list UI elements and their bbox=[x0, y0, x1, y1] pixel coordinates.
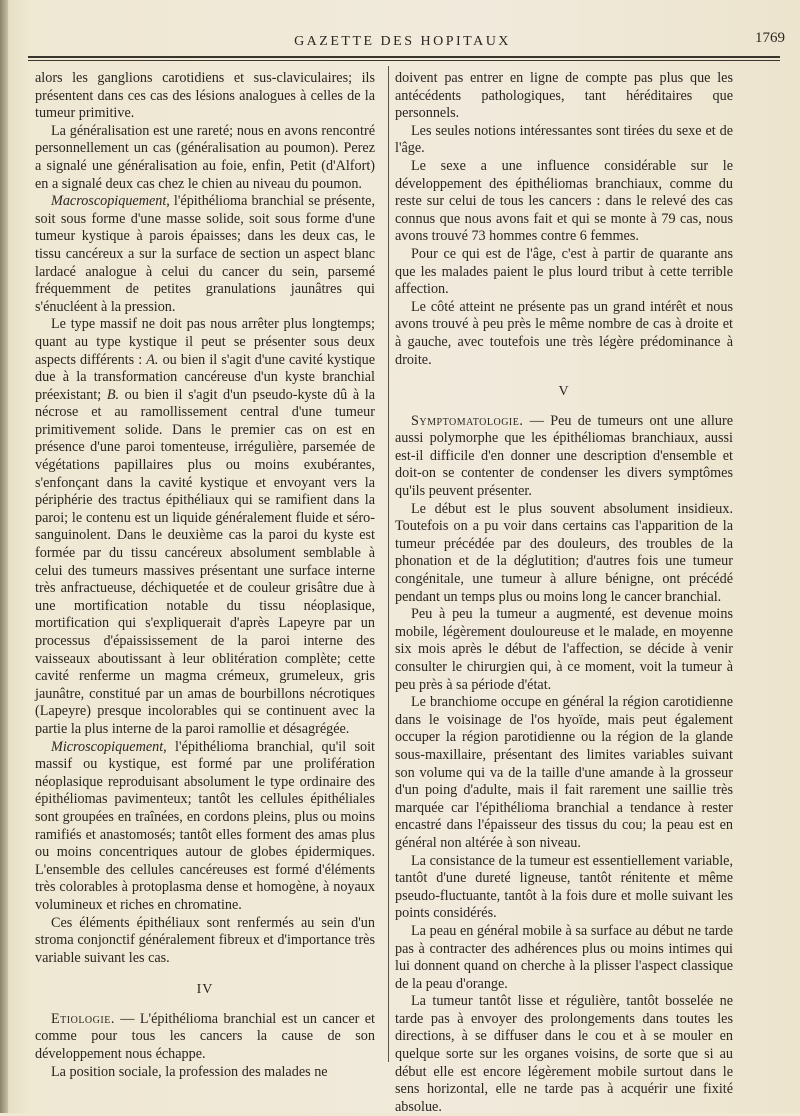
section-heading: V bbox=[558, 384, 570, 400]
paragraph: Ces éléments épithéliaux sont renfermés au sein d'un stroma conjonctif généralement fibreux et d'importance très variable suivant les cas. bbox=[35, 914, 375, 966]
paragraph: La généralisation est une rareté; nous en avons rencontré personnellement un cas (généralisation au poumon). Perez a signalé une généralisation au foie, enfin, Petit (d'Alfort) en a signalé deux cas chez le chien au niveau du poumon. bbox=[35, 122, 375, 192]
paragraph: Macroscopiquement, l'épithélioma branchial se présente, soit sous forme d'une masse solide, soit sous forme d'une tumeur kystique à parois épaisses; dans les deux cas, le tissu cancéreux a sur la surface de section un aspect blanc lardacé analogue à celui du cancer du sein, parsemé fréquemment de petites granulations jaunâtres qui s'énucléent à la pression. bbox=[35, 193, 375, 315]
paragraph: Le côté atteint ne présente pas un grand intérêt et nous avons trouvé à peu près le même nombre de cas à droite et à gauche, avec toutefois une très légère prédominance à droite. bbox=[395, 298, 733, 368]
paragraph: La tumeur tantôt lisse et régulière, tantôt bosselée ne tarde pas à envoyer des prolongements dans toutes les directions, à se diffuser dans le cou et à se mouler en quelque sorte sur les organes voisins, de sorte que si au début elle est encore légèrement mobile surtout dans le sens horizontal, elle ne tarde pas à acquérir une fixité absolue. bbox=[395, 993, 733, 1115]
paragraph: Microscopiquement, l'épithélioma branchial, qu'il soit massif ou kystique, est formé par une prolifération néoplasique reproduisant absolument le type ordinaire des épithéliomas pavimenteux; tantôt les cellules épithéliales sont groupées en traînées, en cordons pleins, plus ou moins ramifiés et anastomosés; tantôt elles forment des amas plus ou moins concentriques autour de globes épidermiques. L'ensemble des cellules cancéreuses est formé d'éléments très colorables à protoplasma dense et homogène, à noyaux volumineux et riches en chromatine. bbox=[35, 738, 375, 913]
section-heading: IV bbox=[196, 982, 214, 998]
paragraph: Peu à peu la tumeur a augmenté, est devenue moins mobile, légèrement douloureuse et le malade, en moyenne six mois après le début de l'affection, se décide à venir consulter le chirurgien qui, à ce moment, voit la tumeur à peu près à sa période d'état. bbox=[395, 606, 733, 693]
paragraph: Le branchiome occupe en général la région carotidienne dans le voisinage de l'os hyoïde, mais peut également occuper la région parotidienne ou la région de la glande sous-maxillaire, présentant des limites variables suivant son volume qui va de la taille d'une amande à la grosseur d'un poing d'adulte, mais il fait rarement une saillie très marquée car l'épithélioma branchial a tendance à rester encastré dans l'épaisseur des tissus du cou; la peau est en général non altérée à son niveau. bbox=[395, 694, 733, 851]
paragraph: Le début est le plus souvent absolument insidieux. Toutefois on a pu voir dans certains cas l'apparition de la tumeur précédée par des douleurs, des troubles de la phonation et de la déglutition; d'autres fois une tumeur congénitale, une tumeur à allure bénigne, ont précédé pendant un temps plus ou moins long le cancer branchial. bbox=[395, 500, 733, 605]
paragraph: Les seules notions intéressantes sont tirées du sexe et de l'âge. bbox=[395, 122, 733, 157]
paragraph: Le sexe a une influence considérable sur le développement des épithéliomas branchiaux, comme du reste sur celui de tous les cancers : dans le relevé des cas connus que nous avons fait et qui se monte à 79 cas, nous avons trouvé 73 hommes contre 6 femmes. bbox=[395, 157, 733, 245]
paragraph: La peau en général mobile à sa surface au début ne tarde pas à contracter des adhérences plus ou moins intimes qui lui donnent quand on cherche à la plisser l'aspect classique de la peau d'orange. bbox=[395, 922, 733, 992]
paragraph: La position sociale, la profession des malades ne bbox=[51, 1063, 328, 1080]
column-divider bbox=[388, 66, 389, 1062]
right-column bbox=[395, 70, 733, 1116]
journal-title: GAZETTE DES HOPITAUX bbox=[294, 34, 511, 49]
paragraph: alors les ganglions carotidiens et sus-claviculaires; ils présentent dans ces cas des lésions analogues à celles de la tumeur primitive. bbox=[35, 70, 375, 122]
page-header bbox=[20, 30, 785, 52]
page-binding-edge bbox=[0, 0, 8, 1113]
paragraph: Le type massif ne doit pas nous arrêter plus longtemps; quant au type kystique il peut se présenter sous deux aspects différents : A. ou bien il s'agit d'une cavité kystique due à la transformation cancéreuse d'un kyste branchial préexistant; B. ou bien il s'agit d'un pseudo-kyste dû à la nécrose et au ramollissement central d'une tumeur primitivement solide. Dans le premier cas on est en présence d'une paroi tomenteuse, irrégulière, parsemée de végétations papillaires plus ou moins exubérantes, s'enfonçant dans la cavité kystique et envoyant vers la périphérie des tractus épithéliaux qui se ramifient dans la paroi; le contenu est un liquide généralement fluide et séro-sanguinolent. Dans le deuxième cas la paroi du kyste est formée par du tissu cancéreux absolument semblable à celui des tumeurs massives présentant une surface interne très anfractueuse, déchiquetée et de couleur grisâtre due à une mortification notable du tissu néoplasique, mortification qui s'expliquerait d'après Lapeyre par un processus d'épaississement de la paroi interne des vaisseaux aboutissant à leur oblitération complète; cette cavité renferme un magma crémeux, grumeleux, gris jaunâtre, constitué par un amas de bourbillons nécrotiques (Lapeyre) presque incolorables qui se continuent avec la partie la plus interne de la paroi ramollie et désagrégée. bbox=[35, 316, 376, 737]
header-rule-thin bbox=[28, 60, 780, 61]
paragraph: doivent pas entrer en ligne de compte pas plus que les antécédents pathologiques, tant héréditaires que personnels. bbox=[395, 70, 733, 122]
section-title: Etiologie. bbox=[51, 1010, 115, 1027]
page-number: 1769 bbox=[755, 30, 785, 46]
section-title: Symptomatologie. bbox=[411, 412, 524, 429]
lead-term: Macroscopiquement, bbox=[51, 193, 170, 210]
paragraph: La consistance de la tumeur est essentiellement variable, tantôt d'une dureté ligneuse, tantôt rénitente et même pseudo-fluctuante, tantôt à la fois dure et molle suivant les points considérés. bbox=[395, 852, 733, 922]
header-rule-thick bbox=[28, 56, 780, 58]
paragraph: Pour ce qui est de l'âge, c'est à partir de quarante ans que les malades paient le plus lourd tribut à cette terrible affection. bbox=[395, 245, 733, 298]
left-column bbox=[35, 70, 375, 1081]
paragraph: Symptomatologie. — Peu de tumeurs ont une allure aussi polymorphe que les épithéliomas branchiaux, aussi est-il difficile d'en donner une description d'ensemble et doit-on se contenter de condenser les divers symptômes qu'ils peuvent présenter. bbox=[395, 412, 733, 500]
paragraph: Etiologie. — L'épithélioma branchial est un cancer et comme pour tous les cancers la cause de son développement nous échappe. bbox=[35, 1010, 375, 1063]
lead-term: Microscopiquement, bbox=[51, 738, 167, 755]
